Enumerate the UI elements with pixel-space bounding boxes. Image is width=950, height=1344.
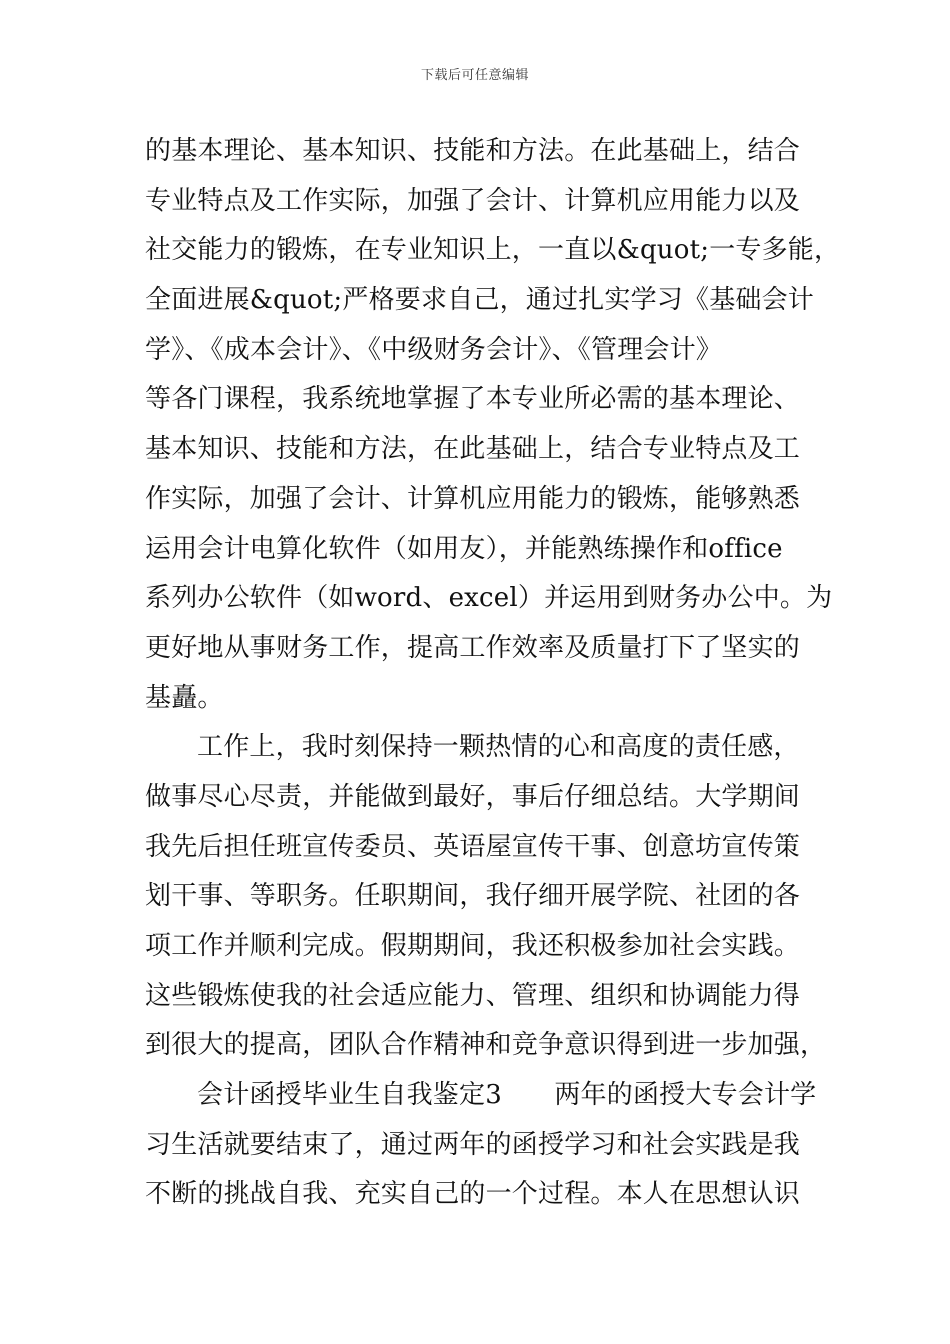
text-line: 社交能力的锻炼，在专业知识上，一直以&quot;一专多能， <box>145 235 841 266</box>
paragraph <box>145 1071 825 1220</box>
text-line: 习生活就要结束了，通过两年的函授学习和社会实践是我 <box>145 1129 801 1160</box>
text-line: 学》、《成本会计》、《中级财务会计》、《管理会计》 <box>145 334 723 365</box>
text-line: 更好地从事财务工作，提高工作效率及质量打下了坚实的 <box>145 632 801 663</box>
document-body <box>145 127 841 1220</box>
text-line: 到很大的提高，团队合作精神和竞争意识得到进一步加强， <box>145 1030 827 1061</box>
text-line: 的基本理论、基本知识、技能和方法。在此基础上，结合 <box>145 136 801 166</box>
text-line: 做事尽心尽责，并能做到最好，事后仔细总结。大学期间 <box>145 781 801 812</box>
text-line: 全面进展&quot;严格要求自己，通过扎实学习《基础会计 <box>145 285 814 316</box>
paragraph <box>145 127 841 723</box>
text-line: 项工作并顺利完成。假期期间，我还积极参加社会实践。 <box>145 931 801 961</box>
paragraph <box>145 723 825 1071</box>
text-line: 这些锻炼使我的社会适应能力、管理、组织和协调能力得 <box>145 980 801 1011</box>
text-line: 作实际，加强了会计、计算机应用能力的锻炼，能够熟悉 <box>145 483 801 514</box>
text-line: 会计函授毕业生自我鉴定3 两年的函授大专会计学 <box>197 1080 817 1111</box>
text-line: 我先后担任班宣传委员、英语屋宣传干事、创意坊宣传策 <box>145 831 801 862</box>
text-line: 系列办公软件（如word、excel）并运用到财务办公中。为 <box>145 583 833 614</box>
text-line: 基本知识、技能和方法，在此基础上，结合专业特点及工 <box>145 434 801 465</box>
page-header: 下载后可任意编辑 <box>420 68 529 83</box>
text-line: 基矗。 <box>145 682 224 713</box>
text-line: 工作上，我时刻保持一颗热情的心和高度的责任感， <box>197 732 800 763</box>
text-line: 不断的挑战自我、充实自己的一个过程。本人在思想认识 <box>145 1179 801 1210</box>
text-line: 专业特点及工作实际，加强了会计、计算机应用能力以及 <box>145 185 801 216</box>
text-line: 等各门课程，我系统地掌握了本专业所必需的基本理论、 <box>145 384 801 415</box>
text-line: 运用会计电算化软件（如用友），并能熟练操作和office <box>145 533 783 564</box>
text-line: 划干事、等职务。任职期间，我仔细开展学院、社团的各 <box>145 881 801 912</box>
